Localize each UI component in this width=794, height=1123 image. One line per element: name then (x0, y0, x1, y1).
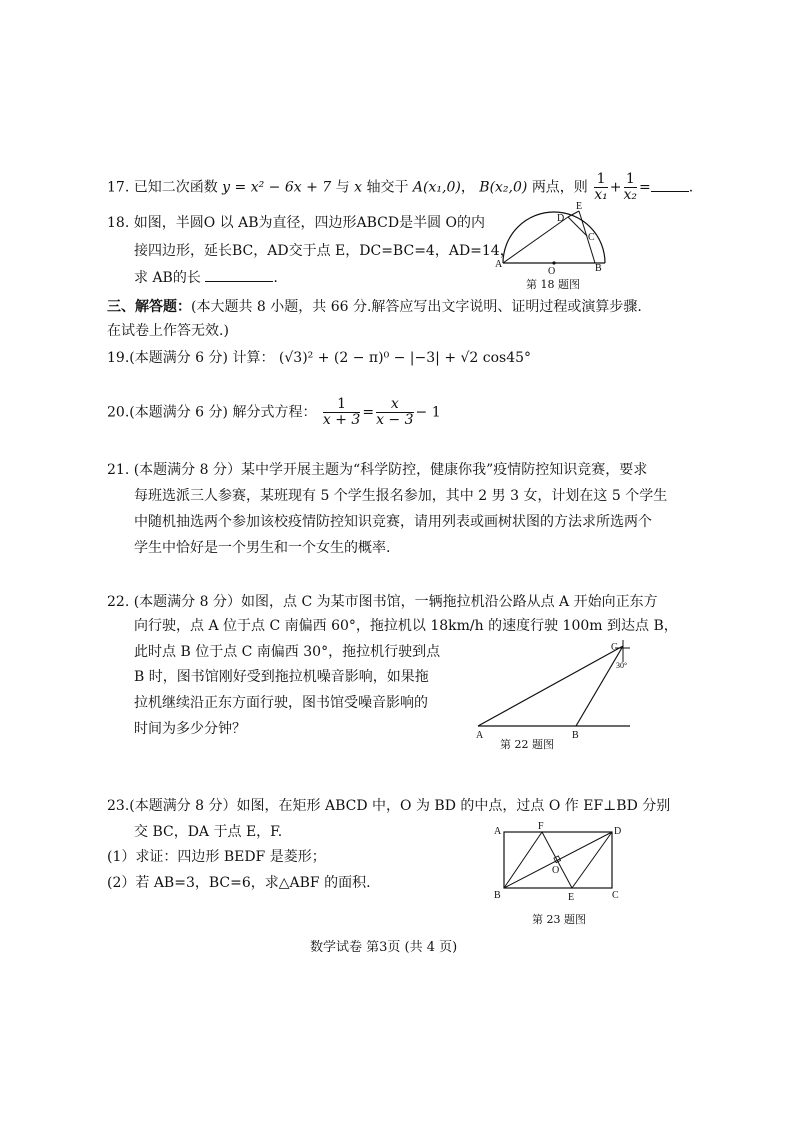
q22-angle-label: 30° (616, 661, 628, 670)
section3-note-1: (本大题共 8 小题，共 66 分.解答应写出文字说明、证明过程或演算步骤. (191, 299, 642, 315)
q17-frac1-denominator: x₁ (594, 187, 608, 203)
q22-segment-ac (478, 646, 623, 726)
section3-header (107, 296, 642, 316)
q20-line (107, 397, 441, 428)
q20-lhs-fraction (323, 397, 360, 428)
q18-center-point (552, 261, 555, 264)
section3-note-2: 在试卷上作答无效.) (107, 323, 229, 339)
q18-period: . (273, 270, 278, 286)
q18-answer-blank[interactable] (205, 281, 273, 282)
q19-expression: (√3)² + (2 − π)⁰ − |−3| + √2 cos45° (278, 350, 532, 366)
q17-x-variable: x (354, 179, 363, 196)
q21-line-3: 中随机抽选两个参加该校疫情防控知识竞赛，请用列表或画树状图的方法求所选两个 (134, 514, 652, 530)
q23-number: 23. (107, 798, 130, 814)
q18-figure (495, 200, 605, 280)
q23-segment-bf (504, 832, 542, 888)
q23-text-1: (本题满分 8 分）如图，在矩形 ABCD 中，O 为 BD 的中点，过点 O 作 EF⊥BD 分别 (129, 798, 671, 814)
q22-line-2: 向行驶，点 A 位于点 C 南偏西 60°，拖拉机以 18km/h 的速度行驶 100m 到达点 B， (134, 618, 678, 634)
q19-score: (本题满分 6 分) (129, 350, 228, 366)
q17-frac1-numerator: 1 (594, 172, 608, 188)
q22-number: 22. (107, 594, 130, 610)
q17-equals: = (639, 179, 651, 196)
q19-prompt: 计算： (232, 350, 275, 366)
q23-label-o: O (552, 865, 560, 876)
q18-label-d: D (557, 213, 565, 224)
q22-figure (470, 640, 630, 740)
q21-line-4: 学生中恰好是一个男生和一个女生的概率. (134, 540, 391, 556)
q22-segment-bc (576, 646, 623, 726)
q17-fraction-2 (624, 172, 638, 203)
q18-text-3: 求 AB的长 (134, 270, 201, 286)
q22-label-b: B (572, 730, 579, 741)
q22-line-3: 此时点 B 位于点 C 南偏西 30°，拖拉机行驶到点 (134, 644, 441, 660)
q23-label-a: A (494, 826, 502, 837)
q21-line-2: 每班选派三人参赛，某班现有 5 个学生报名参加，其中 2 男 3 女，计划在这 5 个学生 (134, 488, 668, 504)
q23-part-1: (1）求证：四边形 BEDF 是菱形； (107, 849, 326, 865)
q19-number: 19. (107, 350, 130, 366)
q17-number: 17. (107, 179, 130, 196)
q17-point-b: B(x₂,0) (479, 179, 528, 196)
q20-tail: − 1 (415, 404, 441, 421)
q17-text-a: 已知二次函数 (133, 179, 218, 196)
section3-title: 三、解答题 (107, 299, 177, 315)
q18-number: 18. (107, 215, 130, 231)
q20-lhs-denominator: x + 3 (322, 412, 361, 428)
q22-figure-caption: 第 22 题图 (500, 738, 554, 751)
q23-label-b: B (494, 890, 501, 901)
q20-score: (本题满分 6 分) (129, 404, 228, 421)
q17-frac2-denominator: x₂ (623, 187, 638, 203)
q20-rhs-fraction (376, 397, 413, 428)
q22-label-c: C (611, 642, 618, 653)
q21-number: 21. (107, 462, 130, 478)
q18-label-c: C (588, 232, 595, 243)
q22-line-6: 时间为多少分钟？ (134, 721, 246, 737)
q23-diagonal-bd (504, 832, 612, 888)
q20-rhs-numerator: x (376, 397, 413, 413)
q18-label-b: B (595, 263, 602, 274)
q18-line-3 (134, 267, 278, 287)
q23-label-e: E (568, 892, 575, 903)
q20-rhs-denominator: x − 3 (376, 412, 414, 428)
q20-equals: = (362, 404, 375, 421)
q18-line-2: 接四边形，延长BC，AD交于点 E，DC=BC=4，AD=14， (134, 243, 514, 259)
q17-text-d: 两点，则 (531, 179, 588, 196)
q22-line-1 (107, 591, 658, 611)
q23-label-f: F (538, 821, 544, 832)
q23-part-2: (2）若 AB=3，BC=6，求△ABF 的面积. (107, 875, 371, 891)
q18-line-1 (107, 212, 485, 232)
section3-colon: ： (177, 299, 191, 315)
q22-line-5: 拉机继续沿正东方面行驶，图书馆受噪音影响的 (134, 695, 428, 711)
q17-text-b: 与 (335, 179, 350, 196)
q17-frac2-numerator: 1 (624, 172, 638, 188)
q23-label-d: D (614, 826, 622, 837)
q20-number: 20. (107, 404, 130, 421)
q19-line (107, 347, 531, 367)
q20-prompt: 解分式方程： (232, 404, 317, 421)
q17-plus: + (609, 179, 622, 196)
q17-line (107, 172, 693, 203)
q22-line-4: B 时，图书馆刚好受到拖拉机噪音影响，如果拖 (134, 669, 429, 685)
q23-line-2: 交 BC，DA 于点 E，F. (134, 824, 283, 840)
q18-figure-caption: 第 18 题图 (526, 278, 580, 291)
q20-lhs-numerator: 1 (323, 397, 360, 413)
q23-figure-caption: 第 23 题图 (532, 913, 586, 926)
q23-line-1 (107, 795, 670, 815)
q21-text-1: (本题满分 8 分）某中学开展主题为“科学防控，健康你我”疫情防控知识竞赛，要求 (133, 462, 648, 478)
q23-label-c: C (612, 890, 619, 901)
q17-function: y = x² − 6x + 7 (222, 179, 332, 196)
q23-figure (490, 820, 630, 903)
q17-separator: ， (460, 179, 475, 196)
q18-label-o: O (548, 266, 556, 277)
q17-point-a: A(x₁,0) (412, 179, 461, 196)
page-footer: 数学试卷 第3页 (共 4 页) (310, 940, 458, 955)
q18-label-e: E (576, 201, 583, 212)
q23-segment-fe (542, 832, 572, 888)
q22-text-1: (本题满分 8 分）如图，点 C 为某市图书馆，一辆拖拉机沿公路从点 A 开始向正东方 (133, 594, 658, 610)
q17-fraction-1 (594, 172, 608, 203)
q18-text-1: 如图，半圆O 以 AB为直径，四边形ABCD是半圆 O的内 (133, 215, 486, 231)
q21-line-1 (107, 459, 647, 479)
q17-text-c: 轴交于 (366, 179, 409, 196)
q23-segment-ed (572, 832, 612, 888)
q18-label-a: A (495, 259, 503, 270)
q17-period: . (688, 179, 694, 196)
q17-answer-blank[interactable] (651, 191, 689, 192)
q22-label-a: A (476, 730, 484, 741)
